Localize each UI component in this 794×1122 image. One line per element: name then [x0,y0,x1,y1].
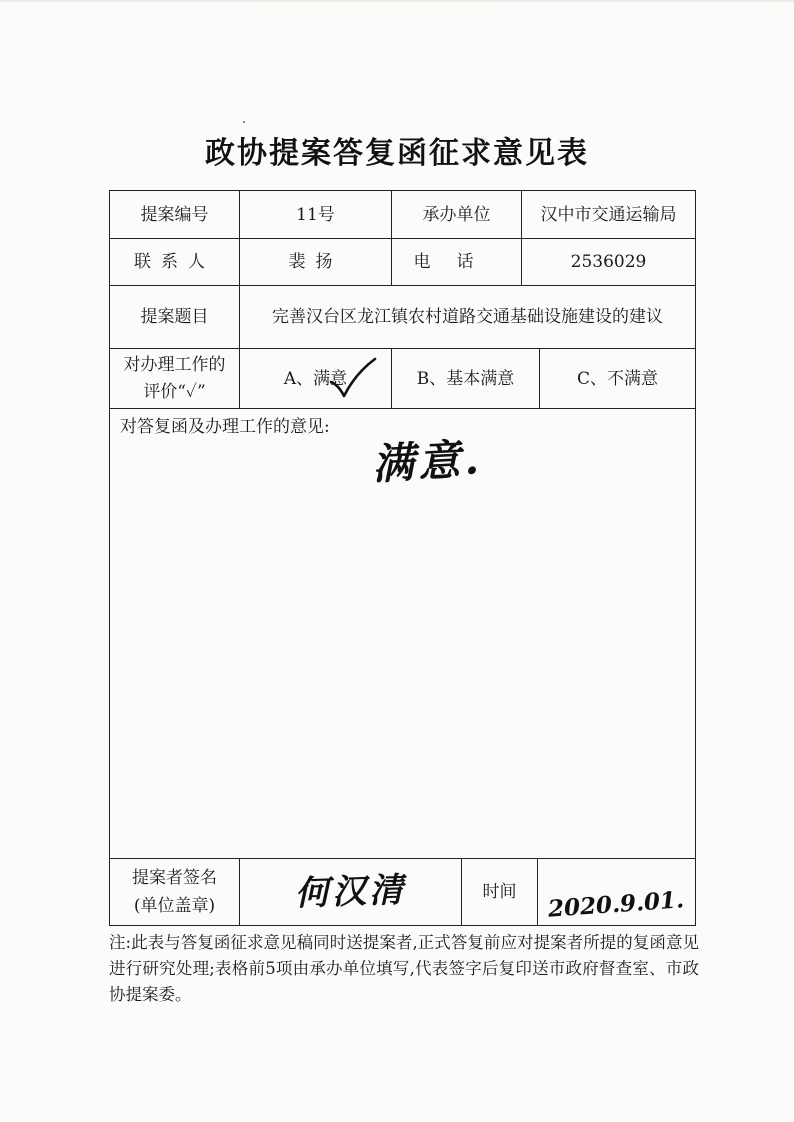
handwritten-opinion: 满意. [370,434,484,489]
option-c-unsatisfied [540,349,695,409]
label-proposal-number [110,191,240,239]
label-proposal-number-text: 提案编号 [140,204,209,225]
value-topic [240,286,695,349]
handwritten-check-icon [328,356,378,402]
footnote: 注:此表与答复函征求意见稿同时送提案者,正式答复前应对提案者所提的复函意见进行研究处理;表格前5项由承办单位填写,代表签字后复印送市政府督查室、市政协提案委。 [109,933,699,1004]
label-evaluation [110,349,240,409]
value-topic-text: 完善汉台区龙江镇农村道路交通基础设施建设的建议 [272,306,663,327]
value-time [538,859,695,925]
label-time-text: 时间 [482,882,517,902]
handwritten-date: 2020.9.01. [547,886,686,923]
label-handling-unit [392,191,522,239]
value-proposal-number-text: 11号 [296,204,335,225]
label-signature-text: 提案者签名 [132,868,217,888]
label-phone-text: 电话 [413,252,500,272]
label-signature [110,859,240,925]
label-evaluation-text: 对办理工作的评价“✓” [123,354,226,402]
value-contact-text: 裴扬 [288,252,343,272]
value-phone-text: 2536029 [570,252,647,272]
option-b-text: B、基本满意 [416,368,515,389]
scan-speck [243,121,245,123]
scan-edge [0,0,794,3]
value-phone [522,239,695,286]
value-proposal-number [240,191,392,239]
label-contact [110,239,240,286]
label-topic-text: 提案题目 [140,307,209,327]
opinion-form-table [109,190,696,926]
document-title: 政协提案答复函征求意见表 [205,136,589,171]
label-opinion-text: 对答复函及办理工作的意见: [120,417,330,437]
value-handling-unit [522,191,695,239]
option-a-text: A、满意 [283,368,348,389]
option-c-text: C、不满意 [576,368,658,389]
label-handling-unit-text: 承办单位 [422,204,491,225]
value-contact [240,239,392,286]
label-topic [110,286,240,349]
value-handling-unit-text: 汉中市交通运输局 [540,204,677,225]
label-contact-text: 联系人 [134,252,215,272]
label-phone [392,239,522,286]
signature-cell [240,859,462,925]
handwritten-signature: 何汉清 [294,870,407,914]
option-b-basically-satisfied [392,349,540,409]
label-time [462,859,538,925]
label-signature-sub-text: (单位盖章) [133,896,216,916]
